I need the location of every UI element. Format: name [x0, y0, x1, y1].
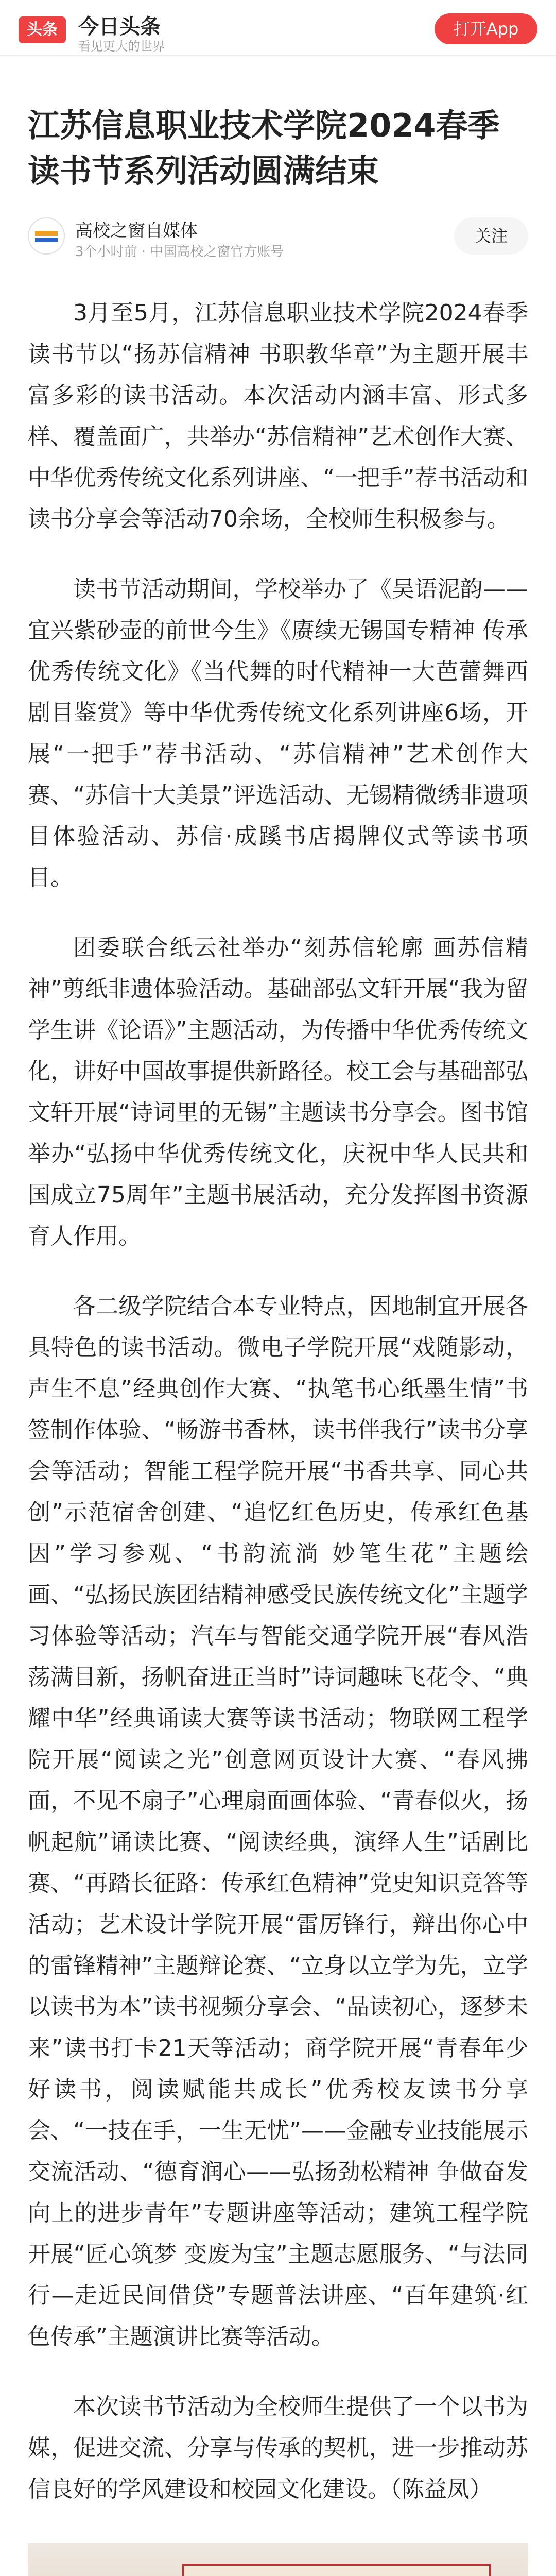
- article-paragraph: 本次读书节活动为全校师生提供了一个以书为媒，促进交流、分享与传承的契机，进一步推动苏信良好的学风建设和校园文化建设。（陈益凤）: [28, 2394, 528, 2502]
- app-name: 今日头条: [78, 15, 161, 39]
- author-meta: 3个小时前 · 中国高校之窗官方账号: [75, 244, 284, 260]
- avatar-logo-bar: [35, 238, 58, 242]
- article-paragraph: 读书节活动期间，学校举办了《吴语泥韵——宜兴紫砂壶的前世今生》《赓续无锡国专精神 传承优秀传统文化》《当代舞的时代精神一大芭蕾舞西剧目鉴赏》等中华优秀传统文化系列讲座6场，开展“一把手”荐书活动、“苏信精神”艺术创作大赛、“苏信十大美景”评选活动、无锡精微绣非遗项目体验活动、苏信·成蹊书店揭牌仪式等读书项目。: [28, 576, 528, 891]
- toutiao-logo[interactable]: 头条: [19, 16, 66, 43]
- article: [28, 103, 528, 2576]
- open-app-button[interactable]: 打开App: [435, 13, 537, 44]
- article-photo-bookstore-ceremony[interactable]: [28, 2543, 528, 2576]
- app-header: [0, 0, 556, 56]
- avatar-logo-bar: [35, 231, 58, 236]
- author-row: [28, 211, 528, 268]
- author-name[interactable]: 高校之窗自媒体: [75, 221, 198, 241]
- article-paragraph: 各二级学院结合本专业特点，因地制宜开展各具特色的读书活动。微电子学院开展“戏随影动，声生不息”经典创作大赛、“执笔书心纸墨生情”书签制作体验、“畅游书香林，读书伴我行”读书分享会等活动；智能工程学院开展“书香共享、同心共创”示范宿舍创建、“追忆红色历史，传承红色基因”学习参观、“书韵流淌 妙笔生花”主题绘画、“弘扬民族团结精神感受民族传统文化”主题学习体验等活动；汽车与智能交通学院开展“春风浩荡满目新，扬帆奋进正当时”诗词趣味飞花令、“典耀中华”经典诵读大赛等读书活动；物联网工程学院开展“阅读之光”创意网页设计大赛、“春风拂面，不见不扇子”心理扇面画体验、“青春似火，扬帆起航”诵读比赛、“阅读经典，演绎人生”话剧比赛、“再踏长征路：传承红色精神”党史知识竞答等活动；艺术设计学院开展“雷厉锋行，辩出你心中的雷锋精神”主题辩论赛、“立身以立学为先，立学以读书为本”读书视频分享会、“品读初心，逐梦未来”读书打卡21天等活动；商学院开展“青春年少好读书，阅读赋能共成长”优秀校友读书分享会、“一技在手，一生无忧”——金融专业技能展示交流活动、“德育润心——弘扬劲松精神 争做奋发向上的进步青年”专题讲座等活动；建筑工程学院开展“匠心筑梦 变废为宝”主题志愿服务、“与法同行—走近民间借贷”专题普法讲座、“百年建筑·红色传承”主题演讲比赛等活动。: [28, 1293, 528, 2350]
- article-title: 江苏信息职业技术学院2024春季读书节系列活动圆满结束: [28, 107, 500, 190]
- follow-button[interactable]: 关注: [454, 217, 528, 255]
- ceremony-banner: [182, 2564, 491, 2576]
- app-slogan: 看见更大的世界: [78, 39, 165, 54]
- article-paragraph: 3月至5月，江苏信息职业技术学院2024春季读书节以“扬苏信精神 书职教华章”为主题开展丰富多彩的读书活动。本次活动内涵丰富、形式多样、覆盖面广，共举办“苏信精神”艺术创作大赛、中华优秀传统文化系列讲座、“一把手”荐书活动和读书分享会等活动70余场，全校师生积极参与。: [28, 300, 528, 532]
- author-avatar[interactable]: [28, 217, 65, 255]
- article-paragraph: 团委联合纸云社举办“刻苏信轮廓 画苏信精神”剪纸非遗体验活动。基础部弘文轩开展“我为留学生讲《论语》”主题活动，为传播中华优秀传统文化，讲好中国故事提供新路径。校工会与基础部弘文轩开展“诗词里的无锡”主题读书分享会。图书馆举办“弘扬中华优秀传统文化，庆祝中华人民共和国成立75周年”主题书展活动，充分发挥图书资源育人作用。: [28, 935, 528, 1249]
